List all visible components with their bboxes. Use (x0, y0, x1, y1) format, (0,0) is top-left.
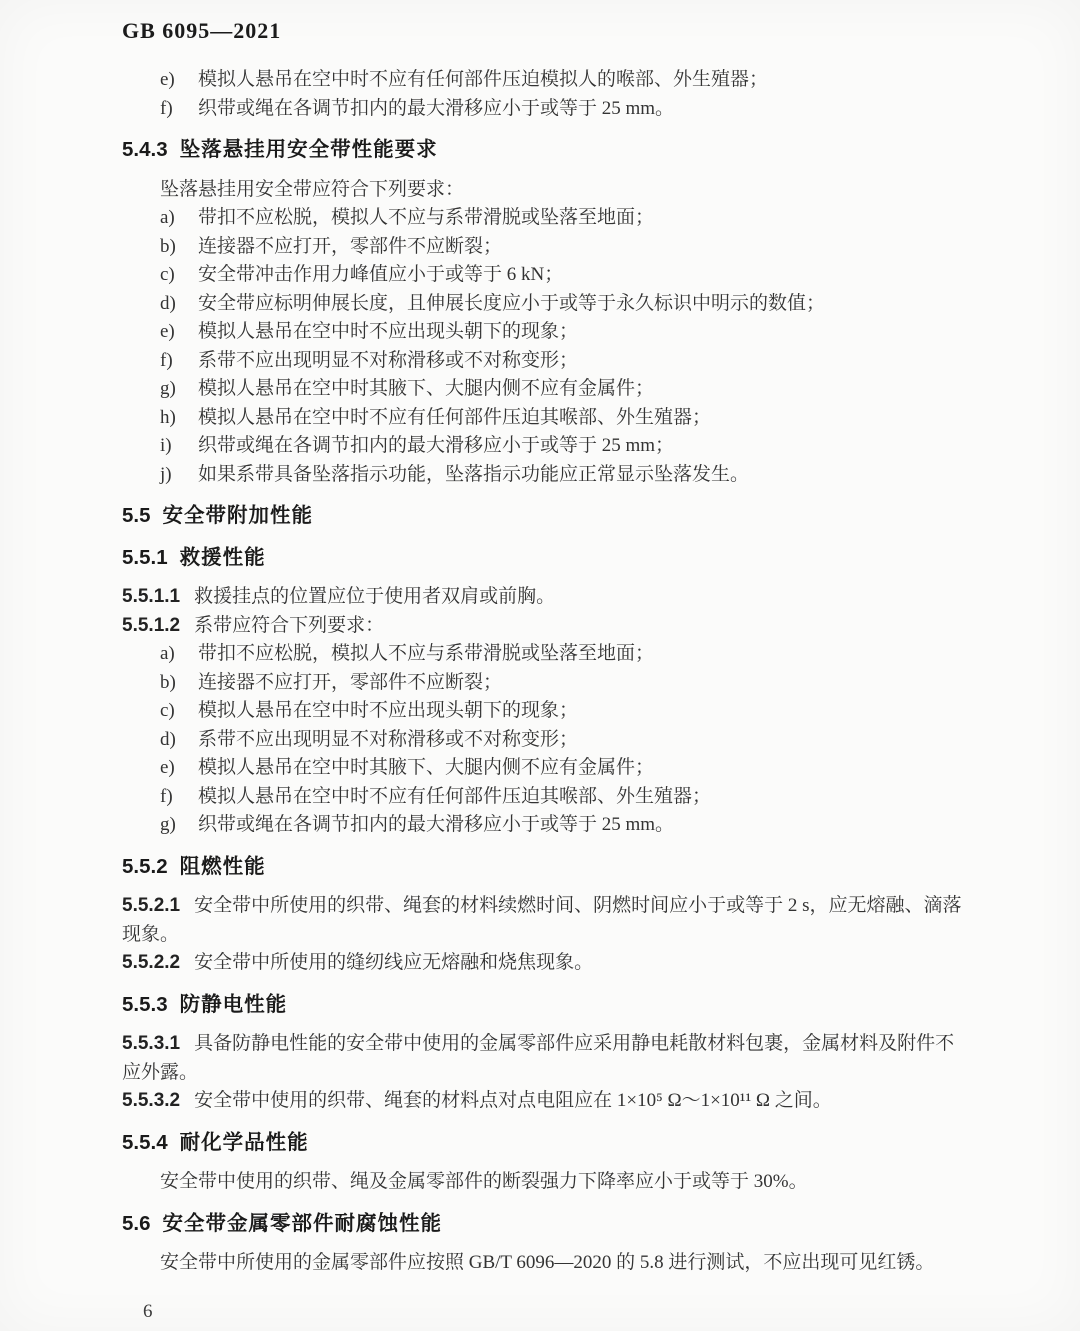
list-item-marker: f) (160, 97, 173, 119)
list-item (160, 347, 962, 376)
list-item-text: 模拟人悬吊在空中时不应有任何部件压迫其喉部、外生殖器； (198, 785, 712, 807)
list-item (160, 811, 962, 840)
list-item (160, 66, 962, 95)
list-item-text: 模拟人悬吊在空中时不应有任何部件压迫其喉部、外生殖器； (198, 406, 712, 428)
list-item (160, 261, 962, 290)
clause-number: 5.5.3.2 (122, 1090, 181, 1111)
list-item-marker: e) (160, 757, 175, 778)
section-title: 安全带附加性能 (162, 504, 313, 527)
clause-paragraph (122, 1087, 962, 1116)
section-heading (122, 1210, 962, 1239)
list-item-marker: a) (160, 643, 175, 664)
list-item-text: 模拟人悬吊在空中时其腋下、大腿内侧不应有金属件； (198, 378, 655, 399)
list-item-text: 安全带应标明伸展长度，且伸展长度应小于或等于永久标识中明示的数值； (198, 292, 826, 314)
clause-number: 5.5.1.1 (122, 586, 181, 607)
clause-text: 安全带中所使用的织带、绳套的材料续燃时间、阴燃时间应小于或等于 2 s，应无熔融、滴落现象。 (122, 895, 962, 945)
list-item-marker: b) (160, 235, 176, 257)
clause-paragraph (122, 949, 962, 978)
clause-list (122, 66, 962, 123)
list-item (160, 461, 962, 490)
section-heading (122, 853, 962, 882)
clause-paragraph (122, 583, 962, 612)
list-item (160, 375, 962, 404)
clause-number: 5.5.2.1 (122, 895, 181, 916)
clause-text: 救援挂点的位置应位于使用者双肩或前胸。 (194, 586, 556, 607)
list-item-marker: d) (160, 292, 176, 314)
list-item-text: 安全带冲击作用力峰值应小于或等于 6 kN； (198, 264, 564, 285)
list-item-text: 模拟人悬吊在空中时不应出现头朝下的现象； (198, 321, 579, 342)
list-item-marker: f) (160, 785, 173, 807)
clause-number: 5.5.1.2 (122, 614, 181, 636)
section-title: 耐化学品性能 (179, 1130, 309, 1154)
list-item (160, 754, 962, 783)
list-item-text: 模拟人悬吊在空中时不应有任何部件压迫模拟人的喉部、外生殖器； (198, 69, 769, 90)
section-number: 5.5.1 (122, 545, 168, 569)
list-item-marker: g) (160, 814, 176, 835)
list-item-text: 系带不应出现明显不对称滑移或不对称变形； (198, 728, 579, 750)
section-title: 安全带金属零部件耐腐蚀性能 (162, 1211, 442, 1235)
list-item-text: 系带不应出现明显不对称滑移或不对称变形； (198, 349, 579, 371)
list-item-marker: c) (160, 264, 175, 285)
list-item-marker: e) (160, 321, 175, 342)
section-number: 5.5.2 (122, 854, 168, 878)
list-item-text: 织带或绳在各调节扣内的最大滑移应小于或等于 25 mm。 (198, 97, 675, 119)
list-item (160, 669, 962, 698)
section-number: 5.6 (122, 1211, 151, 1235)
clause-paragraph (122, 612, 962, 641)
section-title: 坠落悬挂用安全带性能要求 (179, 138, 438, 161)
list-item-text: 模拟人悬吊在空中时其腋下、大腿内侧不应有金属件； (198, 757, 655, 778)
clause-text: 具备防静电性能的安全带中使用的金属零部件应采用静电耗散材料包裹，金属材料及附件不应外露。 (122, 1033, 955, 1083)
list-item (160, 432, 962, 461)
list-item-marker: h) (160, 406, 176, 428)
clause-number: 5.5.3.1 (122, 1033, 181, 1054)
list-item (160, 404, 962, 433)
clause-text: 安全带中使用的织带、绳套的材料点对点电阻应在 1×10⁵ Ω～1×10¹¹ Ω 之间。 (194, 1090, 832, 1111)
list-item-marker: i) (160, 435, 172, 456)
list-item-text: 连接器不应打开，零部件不应断裂； (198, 235, 503, 257)
list-item-text: 带扣不应松脱，模拟人不应与系带滑脱或坠落至地面； (198, 643, 655, 664)
list-item-marker: e) (160, 69, 175, 90)
clause-paragraph (122, 1030, 962, 1087)
list-item-marker: b) (160, 671, 176, 693)
list-item (160, 640, 962, 669)
clause-number: 5.5.2.2 (122, 952, 181, 973)
list-item (160, 318, 962, 347)
list-item-text: 织带或绳在各调节扣内的最大滑移应小于或等于 25 mm； (198, 435, 675, 456)
list-item (160, 697, 962, 726)
section-heading (122, 502, 962, 531)
clause-text: 系带应符合下列要求： (194, 614, 385, 636)
section-number: 5.5 (122, 504, 151, 527)
section-heading (122, 1129, 962, 1158)
clause-paragraph (122, 892, 962, 949)
body-paragraph: 坠落悬挂用安全带应符合下列要求： (160, 178, 465, 200)
list-item (160, 290, 962, 319)
page-number: 6 (143, 1301, 153, 1322)
list-item-marker: d) (160, 728, 176, 750)
section-number: 5.4.3 (122, 138, 168, 161)
section-number: 5.5.3 (122, 992, 168, 1016)
list-item (160, 726, 962, 755)
list-item-text: 模拟人悬吊在空中时不应出现头朝下的现象； (198, 700, 579, 721)
section-heading (122, 544, 962, 573)
list-item-text: 织带或绳在各调节扣内的最大滑移应小于或等于 25 mm。 (198, 814, 675, 835)
section-number: 5.5.4 (122, 1130, 168, 1154)
section-title: 阻燃性能 (179, 854, 266, 878)
section-title: 救援性能 (179, 545, 266, 569)
list-item-marker: f) (160, 349, 173, 371)
list-item (160, 204, 962, 233)
list-item-text: 带扣不应松脱，模拟人不应与系带滑脱或坠落至地面； (198, 207, 655, 228)
list-item (160, 233, 962, 262)
clause-text: 安全带中所使用的缝纫线应无熔融和烧焦现象。 (194, 952, 594, 973)
list-item-marker: a) (160, 207, 175, 228)
document-content (122, 66, 962, 1278)
list-item-text: 如果系带具备坠落指示功能，坠落指示功能应正常显示坠落发生。 (198, 463, 750, 485)
list-item-marker: c) (160, 700, 175, 721)
list-item-marker: j) (160, 463, 172, 485)
list-item-marker: g) (160, 378, 176, 399)
section-title: 防静电性能 (179, 992, 288, 1016)
body-paragraph: 安全带中所使用的金属零部件应按照 GB/T 6096—2020 的 5.8 进行测试，不应出现可见红锈。 (160, 1252, 935, 1273)
section-heading (122, 991, 962, 1020)
standard-number: GB 6095—2021 (122, 18, 282, 43)
list-item (160, 95, 962, 124)
clause-list (122, 204, 962, 489)
clause-list (122, 640, 962, 840)
list-item-text: 连接器不应打开，零部件不应断裂； (198, 671, 503, 693)
list-item (160, 783, 962, 812)
section-heading (122, 136, 962, 165)
body-paragraph: 安全带中使用的织带、绳及金属零部件的断裂强力下降率应小于或等于 30%。 (160, 1171, 808, 1192)
